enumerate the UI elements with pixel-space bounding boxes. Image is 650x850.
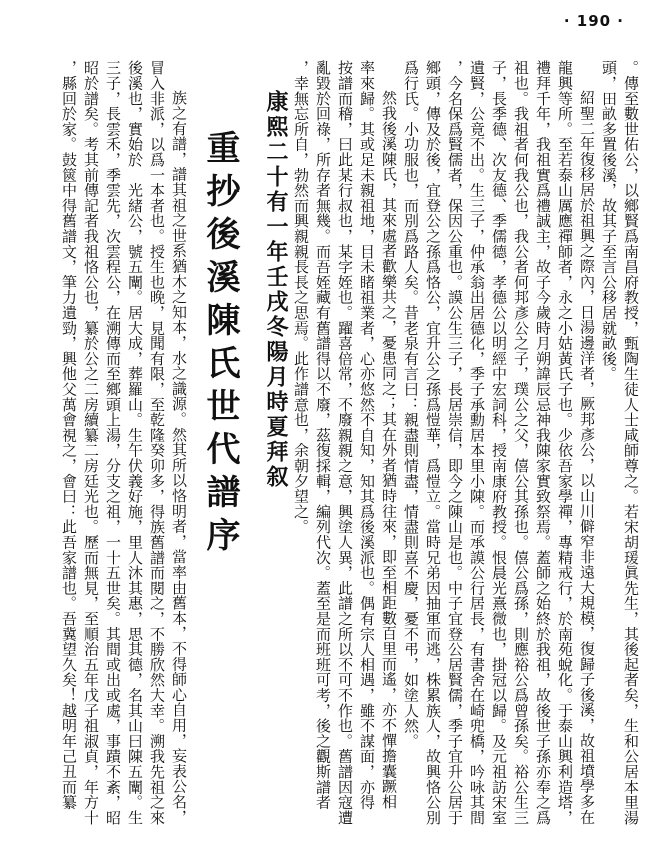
text-column: 禮拜千年，我祖實爲禮誠主，故子今歲時月朔諱辰忌神我陳家實致祭焉。蓋師之始終於我祖，故後世子孫亦奉之爲 [534, 60, 552, 825]
text-column: 冒入非派，以爲一本者也。授生也晚，見聞有限，至乾隆癸卯多，得族舊譜而閱之，不勝欣然大幸。溯我先祖之來 [148, 60, 166, 825]
text-column: 子，長季德、次友德、季儒德，孝德公以明經中宏詞科，授南康府教授。恨晨光熹微也，掛冠以歸。及元祖訪宋室 [490, 60, 508, 825]
text-column: 亂毀於回祿，所存者無幾。而吾姪藏有舊譜得以不廢，茲復採輯，編列代次。蓋至是而班班可考，後之觀斯譜者 [314, 60, 332, 810]
text-column: ，今名保爲賢儒者，保因公重也。謨公生三子，長居崇信，即今之陳山是也。中子宜登公居賢儒，季子宜升公居于 [446, 60, 464, 825]
text-column: 祖也。我祖者何我公也，我公者何邦彥公之子，璞公之父，僖公其孫也。僖公爲孫，則應裕公爲曾孫矣。裕公生三 [512, 60, 530, 825]
text-column: 然我後溪陳氏，其來處者歡樂共之，憂患同之；其在外者猶時往來，即至相距數百里而遙，亦不憚擔囊蹶相 [380, 90, 398, 810]
text-column: 族之有譜，譜其祖之世系猶木之知本，水之識源。然其所以恪明者，當率由舊本，不得師心自用，妄表公名， [170, 90, 188, 825]
dateline: 康熙二十有一年壬戌冬陽月時夏拜叙 [263, 90, 289, 490]
text-column: 。傳至數世佑公，以鄉賢爲南昌府教授，甄陶生徒人士咸師尊之。若宋胡瑗眞先生，其後起者矣，生和公居本里湯 [622, 60, 640, 825]
text-column: 爲行氏。小功服也，而別爲路人矣。昔老泉有言曰：親盡則情盡，情盡則喜不慶，憂不弔，如塗人然。 [402, 60, 420, 749]
text-column: 率來歸。其或足未親祖地，目未睹祖業者，心亦悠然不自知，知其爲後溪派也。偶有宗人相遇，雖不謀面，亦得 [358, 60, 376, 810]
document-body [14, 60, 642, 850]
text-column: 鄉頭，傳及於後，宜登公之孫爲恪公，宜升公之孫爲愷華，爲愷立。當時兄弟因抽軍而逃，株累族人，故興恪公別 [424, 60, 442, 825]
text-column: 紹聖二年復移居於祖興之際內，日湯邊洋者，厥邦彥公，以山川僻窄非遠大規模，復歸子後溪，故祖墳學多在 [578, 90, 596, 825]
text-column: 三子，長雲禾，季雲先，次雲程公，在溯傳而至鄉頭上湯，分支之祖，一十五世矣。其間或出或處，事蹟不紊，昭 [104, 60, 122, 825]
text-column: 頭，田畝多置後溪，故其子至言公移居就畝後。 [600, 60, 618, 382]
text-column: 按譜而稽，曰此某行叔也，某字姪也。躍喜倍常，不廢親親之意，興塗人異，此譜之所以不可不作也。舊譜因寇遭 [336, 60, 354, 825]
page-number: · 190 · [563, 12, 624, 30]
text-column: ，縣回於家。鼓篋中得舊譜文，筆力遺勁，興他父萬會視之，會曰：此吾家譜也。吾冀望久矣！越明年己丑而纂 [60, 60, 78, 810]
text-column: 昭於譜矣。考其前傳記者我祖恪公也，纂於公之二房續纂二房廷光也。歷而無見，至順治五年戊子祖淑貞，年方十 [82, 60, 100, 825]
text-column: 遺賢，公竟不出。生三子，仲承翁出居德化，季子承勳居本里小陳。而承謨公行居長，有書舍在崎兜橋，吟咏其間 [468, 60, 486, 825]
text-column: ，幸無忘所自，勃然而興親親長長之思焉。此作譜意也，余朝夕望之。 [292, 60, 310, 535]
section-title: 重抄後溪陳氏世代譜序 [200, 130, 240, 560]
text-column: 龍興等所。至若泰山厲應禪師者，永之小姑黃氏子也。少依吾家學禪，專精戒行，於南苑蛻化。于泰山興利造塔， [556, 60, 574, 825]
text-column: 後溪也，實始於 光緒公，號五闡。居大成，葬羅山。生午伏義好施，里人沐其惠，思其德，名其山曰陳五闡。生 [126, 60, 144, 825]
